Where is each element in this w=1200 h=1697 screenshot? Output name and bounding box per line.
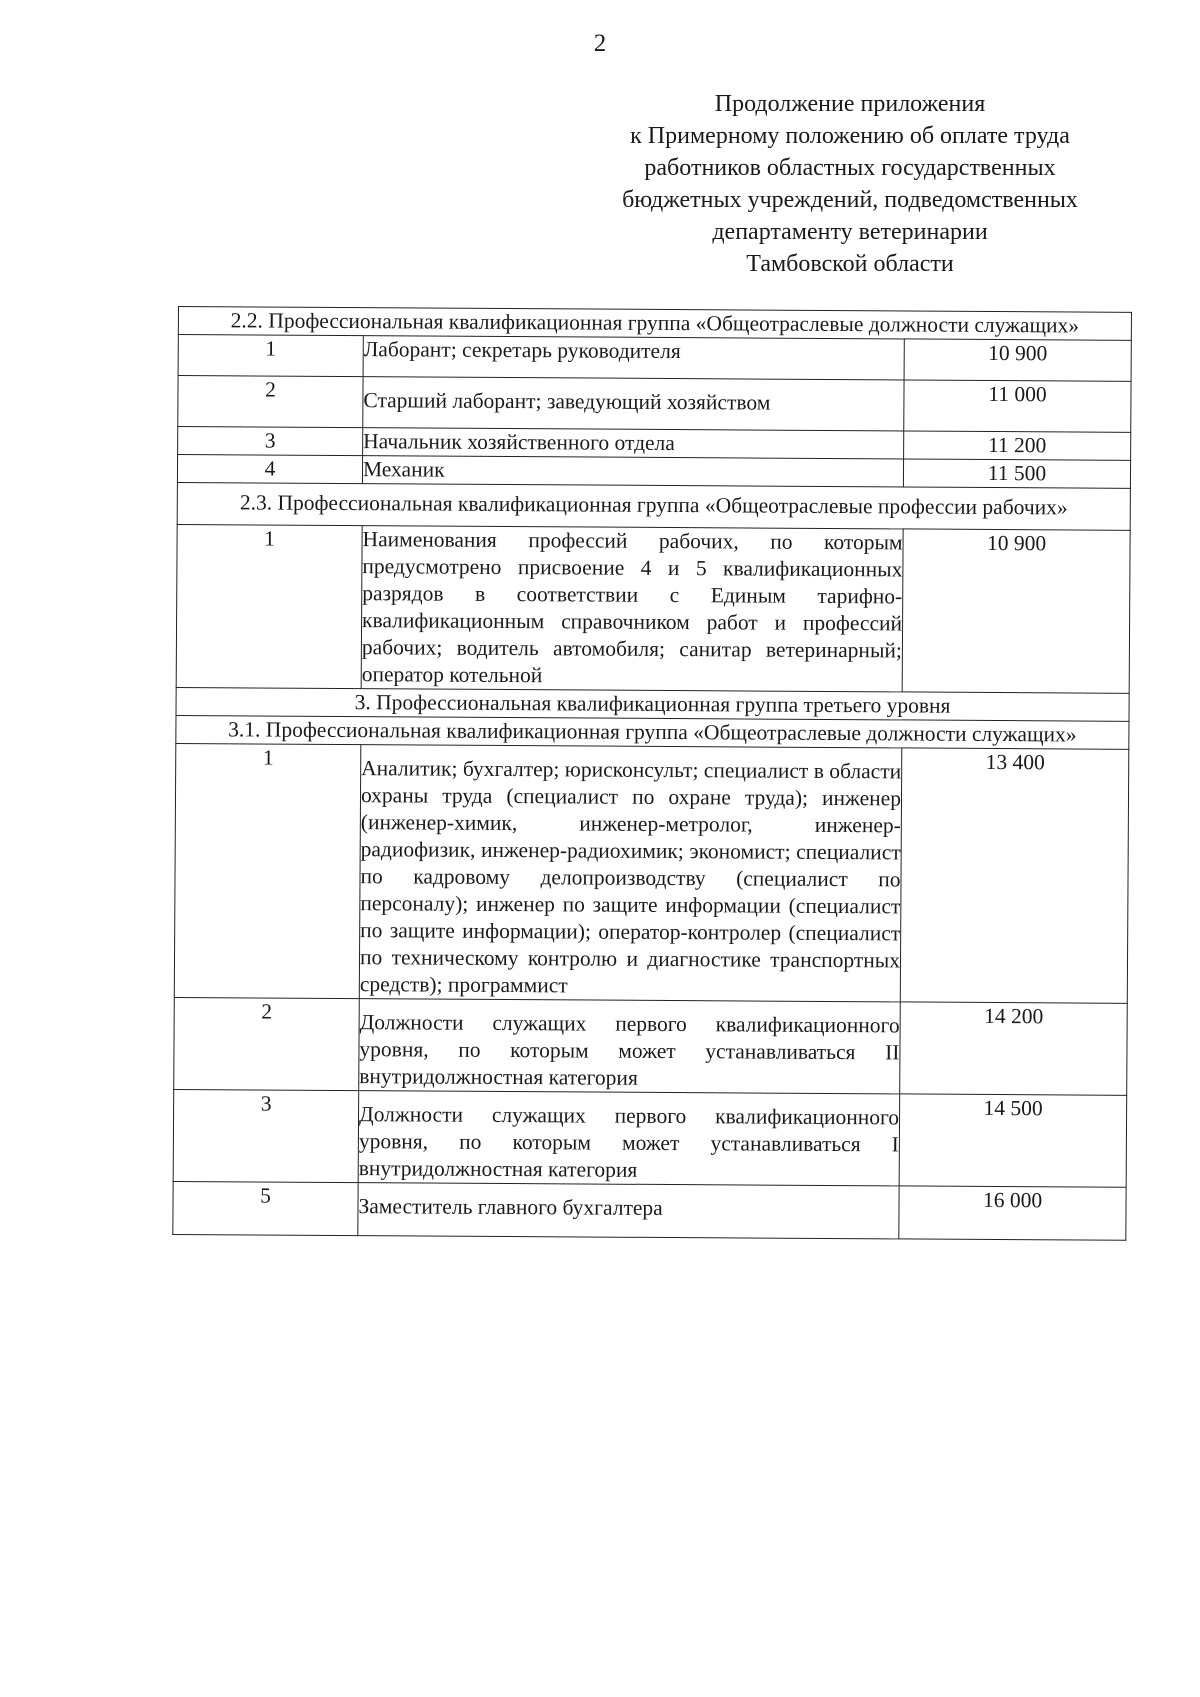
table-row [178, 335, 1131, 382]
table-row [178, 376, 1131, 433]
salary-amount: 11 200 [904, 431, 1131, 460]
salary-amount: 14 500 [899, 1094, 1127, 1187]
table-row [174, 743, 1129, 1003]
row-number: 1 [178, 335, 363, 377]
position-description [359, 745, 902, 1002]
header-line: бюджетных учреждений, подведомственных [622, 187, 1078, 213]
salary-amount: 11 000 [904, 380, 1131, 432]
table-row [173, 1089, 1127, 1187]
table-row [176, 524, 1130, 693]
row-number: 4 [177, 455, 362, 484]
group-title: 2.3. Профессиональная квалификационная группа «Общеотраслевые профессии рабочих» [177, 482, 1130, 530]
row-number: 3 [178, 427, 363, 456]
position-description-text: Наименования профессий рабочих, по которым предусмотрено присвоение 4 и 5 квалификационных разрядов в соответствии с Единым тарифно-квалификационным справочником работ и профессий рабочих; водитель автомобиля; санитар ветеринарный; оператор котельной [361, 527, 903, 688]
group-title: 3.1. Профессиональная квалификационная группа «Общеотраслевые должности служащих» [176, 715, 1129, 749]
salary-table [172, 306, 1132, 1241]
level-title: 3. Профессиональная квалификационная группа третьего уровня [176, 687, 1129, 721]
position-description-text: Должности служащих первого квалификационного уровня, по которым может устанавливаться I внутридолжностная категория [358, 1102, 900, 1182]
row-number: 1 [176, 524, 362, 688]
position-description-text: Должности служащих первого квалификационного уровня, по которым может устанавливаться II внутридолжностная категория [359, 1010, 900, 1090]
table-row [174, 997, 1128, 1095]
salary-amount: 11 500 [903, 459, 1130, 488]
salary-amount: 10 900 [904, 339, 1131, 381]
header-line: департаменту ветеринарии [712, 219, 988, 245]
appendix-header [570, 88, 1130, 280]
row-number: 3 [173, 1089, 359, 1182]
salary-amount: 16 000 [899, 1186, 1126, 1240]
row-number: 2 [178, 376, 363, 428]
row-number: 1 [174, 743, 361, 998]
group-title: 2.2. Профессиональная квалификационная группа «Общеотраслевые должности служащих» [178, 307, 1131, 341]
salary-amount: 10 900 [902, 529, 1130, 693]
position-description: Начальник хозяйственного отдела [363, 428, 904, 459]
table-row [173, 1181, 1126, 1240]
header-line: Тамбовской области [746, 251, 954, 277]
position-description: Механик [362, 456, 903, 487]
position-description: Заместитель главного бухгалтера [358, 1183, 899, 1239]
salary-amount: 14 200 [900, 1002, 1128, 1095]
header-line: к Примерному положению об оплате труда [630, 123, 1070, 149]
header-line: Продолжение приложения [714, 91, 986, 117]
position-description [359, 999, 901, 1094]
row-number: 2 [174, 997, 360, 1090]
header-line: работников областных государственных [644, 155, 1056, 181]
salary-amount: 13 400 [900, 748, 1129, 1003]
position-description [361, 526, 903, 692]
group-header-row [177, 482, 1130, 530]
position-description: Старший лаборант; заведующий хозяйством [363, 377, 904, 431]
row-number: 5 [173, 1181, 358, 1235]
position-description-text: Аналитик; бухгалтер; юрисконсульт; специалист в области охраны труда (специалист по охране труда); инженер (инженер-химик, инженер-метролог, инженер-радиофизик, инженер-радиохимик; экономист; специалист по кадровому делопроизводству (специалист по персоналу); инженер по защите информации (специалист по защите информации); оператор-контролер (специалист по техническому контролю и диагностике транспортных средств); программист [359, 756, 902, 998]
position-description: Лаборант; секретарь руководителя [363, 336, 904, 380]
position-description [358, 1091, 900, 1186]
page-number: 2 [593, 30, 607, 57]
